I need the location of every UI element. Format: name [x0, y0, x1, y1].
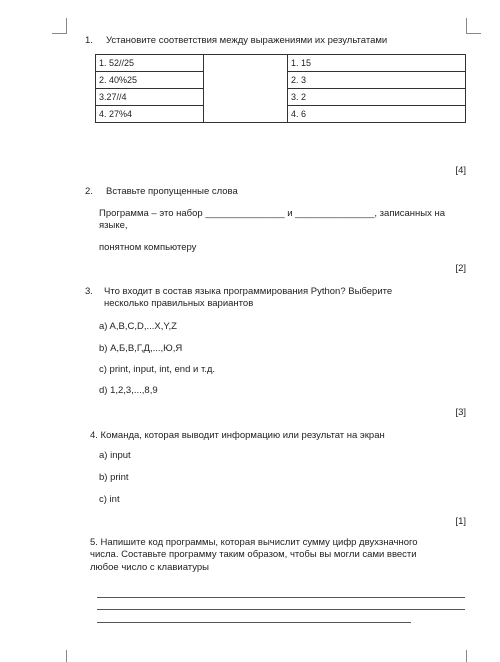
q2-sentence-line2: языке,: [99, 220, 128, 231]
matching-table: [95, 54, 466, 123]
q3-option-d: d) 1,2,3,...,8,9: [99, 385, 158, 396]
q2-number: 2.: [85, 186, 93, 197]
q4-option-c: c) int: [99, 494, 120, 505]
q1-score: [4]: [455, 165, 466, 176]
q5-text-line1: 5. Напишите код программы, которая вычислит сумму цифр двухзначного: [90, 537, 418, 548]
q1-number: 1.: [85, 35, 93, 46]
answer-line: [97, 609, 465, 610]
q3-number: 3.: [85, 286, 93, 297]
table-cell-right: 3. 2: [288, 89, 466, 106]
corner-mark-top-left-v: [66, 18, 67, 34]
table-cell-spacer: [204, 55, 288, 123]
table-cell-left: 3.27//4: [96, 89, 204, 106]
q4-score: [1]: [455, 516, 466, 527]
corner-mark-top-right-v: [466, 18, 467, 34]
q3-option-b: b) А,Б,В,Г,Д,...,Ю,Я: [99, 343, 183, 354]
corner-mark-bottom-right-v: [466, 650, 467, 662]
corner-mark-top-right-h: [466, 33, 481, 34]
table-cell-right: 2. 3: [288, 72, 466, 89]
q3-option-c: c) print, input, int, end и т.д.: [99, 364, 216, 375]
corner-mark-top-left-h: [52, 33, 67, 34]
q4-option-a: a) input: [99, 450, 131, 461]
q3-text-line1: Что входит в состав языка программирования Python? Выберите: [104, 286, 393, 297]
answer-line: [97, 597, 465, 598]
table-cell-left: 2. 40%25: [96, 72, 204, 89]
q3-text-line2: несколько правильных вариантов: [104, 298, 254, 309]
table-cell-left: 4. 27%4: [96, 106, 204, 123]
table-cell-right: 4. 6: [288, 106, 466, 123]
q4-option-b: b) print: [99, 472, 129, 483]
table-cell-right: 1. 15: [288, 55, 466, 72]
q2-score: [2]: [455, 263, 466, 274]
q2-sentence-line3: понятном компьютеру: [99, 242, 197, 253]
q2-sentence-line1: Программа – это набор _______________ и _______________, записанных на: [99, 208, 446, 219]
q4-text: 4. Команда, которая выводит информацию или результат на экран: [90, 430, 385, 441]
table-row: [96, 55, 466, 72]
q3-option-a: a) A,B,C,D,...X,Y,Z: [99, 321, 177, 332]
q2-text: Вставьте пропущенные слова: [106, 186, 238, 197]
q5-text-line2: числа. Составьте программу таким образом, чтобы вы могли сами ввести: [90, 549, 417, 560]
q5-text-line3: любое число с клавиатуры: [90, 562, 210, 573]
q1-text: Установите соответствия между выражениями их результатами: [106, 35, 388, 46]
corner-mark-bottom-left-v: [66, 650, 67, 662]
q3-score: [3]: [455, 407, 466, 418]
answer-line: [97, 622, 411, 623]
table-cell-left: 1. 52//25: [96, 55, 204, 72]
